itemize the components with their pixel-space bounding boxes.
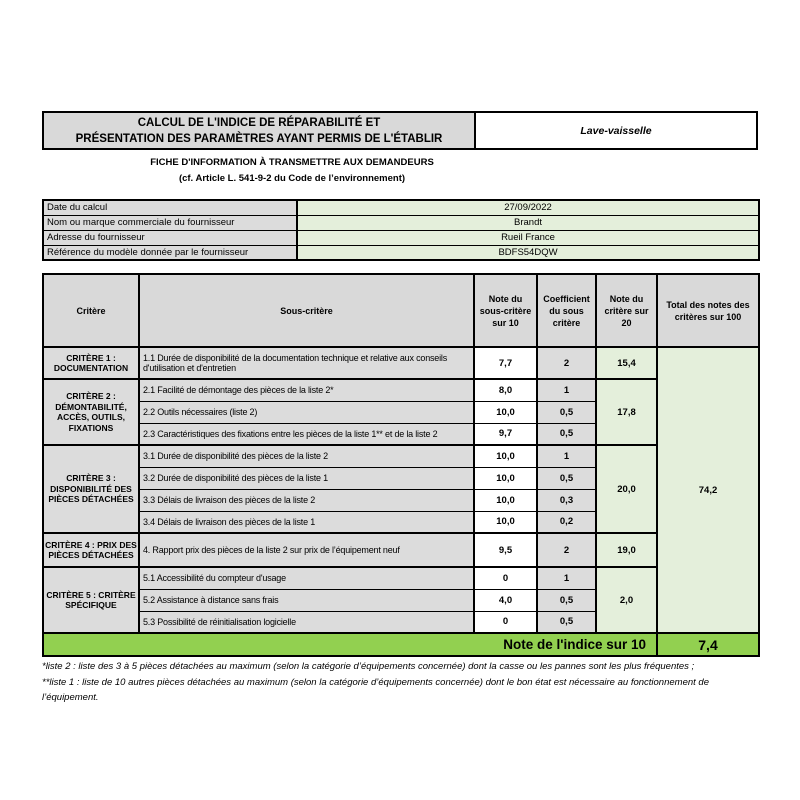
header-criterion: Critère [43,274,139,347]
header-note20: Note du critère sur 20 [596,274,657,347]
info-value: BDFS54DQW [297,245,759,260]
coefficient-cell: 0,5 [537,401,596,423]
criterion-score-cell: 2,0 [596,567,657,633]
info-label: Adresse du fournisseur [43,230,297,245]
criterion-score-cell: 17,8 [596,379,657,445]
note-cell: 10,0 [474,489,537,511]
criterion-score-cell: 15,4 [596,347,657,379]
info-value: Brandt [297,215,759,230]
note-cell: 0 [474,611,537,633]
criteria-row [43,445,759,467]
coefficient-cell: 1 [537,379,596,401]
info-value: Rueil France [297,230,759,245]
criterion-cell: CRITÈRE 5 : CRITÈRE SPÉCIFIQUE [43,567,139,633]
info-label: Date du calcul [43,200,297,215]
header-total100: Total des notes des critères sur 100 [657,274,759,347]
coefficient-cell: 0,3 [537,489,596,511]
subcriterion-cell: 1.1 Durée de disponibilité de la documentation technique et relative aux conseils d'utilisation et d'entretien [139,347,474,379]
criterion-score-cell: 20,0 [596,445,657,533]
info-row-date [43,200,759,215]
criteria-row [43,533,759,567]
subcriterion-cell: 3.4 Délais de livraison des pièces de la liste 1 [139,511,474,533]
coefficient-cell: 0,5 [537,423,596,445]
note-cell: 10,0 [474,511,537,533]
note-cell: 10,0 [474,467,537,489]
index-score-value: 7,4 [657,633,759,656]
subcriterion-cell: 3.3 Délais de livraison des pièces de la liste 2 [139,489,474,511]
title-line-1: CALCUL DE L'INDICE DE RÉPARABILITÉ ET [137,116,381,129]
footnote-liste1-cont: l’équipement. [42,692,99,703]
note-cell: 4,0 [474,589,537,611]
note-cell: 8,0 [474,379,537,401]
subcriterion-cell: 5.1 Accessibilité du compteur d'usage [139,567,474,589]
info-label: Nom ou marque commerciale du fournisseur [43,215,297,230]
note-cell: 9,7 [474,423,537,445]
index-score-row [43,633,759,656]
subcriterion-cell: 3.1 Durée de disponibilité des pièces de la liste 2 [139,445,474,467]
info-label: Référence du modèle donnée par le fournisseur [43,245,297,260]
criterion-cell: CRITÈRE 4 : PRIX DES PIÈCES DÉTACHÉES [43,533,139,567]
note-cell: 10,0 [474,445,537,467]
coefficient-cell: 0,5 [537,611,596,633]
info-row-address [43,230,759,245]
subcriterion-cell: 5.3 Possibilité de réinitialisation logicielle [139,611,474,633]
criteria-row [43,567,759,589]
info-row-model-ref [43,245,759,260]
criterion-cell: CRITÈRE 3 : DISPONIBILITÉ DES PIÈCES DÉTACHÉES [43,445,139,533]
header-subcriterion: Sous-critère [139,274,474,347]
criterion-cell: CRITÈRE 2 : DÉMONTABILITÉ, ACCÈS, OUTILS, FIXATIONS [43,379,139,445]
criteria-table [42,273,760,657]
supplier-info-table [42,199,760,261]
note-cell: 10,0 [474,401,537,423]
coefficient-cell: 2 [537,533,596,567]
subcriterion-cell: 2.3 Caractéristiques des fixations entre les pièces de la liste 1** et de la liste 2 [139,423,474,445]
criterion-score-cell: 19,0 [596,533,657,567]
subcriterion-cell: 4. Rapport prix des pièces de la liste 2 sur prix de l’équipement neuf [139,533,474,567]
note-cell: 9,5 [474,533,537,567]
document-subtitle [42,155,542,187]
title-line-2: PRÉSENTATION DES PARAMÈTRES AYANT PERMIS DE L'ÉTABLIR [75,132,443,145]
subcriterion-cell: 3.2 Durée de disponibilité des pièces de la liste 1 [139,467,474,489]
coefficient-cell: 1 [537,445,596,467]
coefficient-cell: 1 [537,567,596,589]
subtitle-line-1: FICHE D'INFORMATION À TRANSMETTRE AUX DEMANDEURS [150,157,434,168]
footnote-liste1: **liste 1 : liste de 10 autres pièces détachées au maximum (selon la catégorie d’équipements concernée) dont le bon état est nécessaire au fonctionnement de [42,676,709,688]
note-cell: 7,7 [474,347,537,379]
criteria-row [43,347,759,379]
subcriterion-cell: 5.2 Assistance à distance sans frais [139,589,474,611]
criteria-row [43,379,759,401]
footnotes [42,659,758,706]
criterion-cell: CRITÈRE 1 : DOCUMENTATION [43,347,139,379]
header-coefficient: Coefficient du sous critère [537,274,596,347]
footnote-liste2: *liste 2 : liste des 3 à 5 pièces détachées au maximum (selon la catégorie d’équipements concernée) dont la casse ou les pannes sont les plus fréquentes ; [42,661,695,672]
coefficient-cell: 2 [537,347,596,379]
subtitle-line-2: (cf. Article L. 541-9-2 du Code de l’environnement) [178,173,406,184]
subcriterion-cell: 2.2 Outils nécessaires (liste 2) [139,401,474,423]
subcriterion-cell: 2.1 Facilité de démontage des pièces de la liste 2* [139,379,474,401]
note-cell: 0 [474,567,537,589]
criteria-header-row [43,274,759,347]
info-value: 27/09/2022 [297,200,759,215]
product-category: Lave-vaisselle [476,113,756,148]
coefficient-cell: 0,5 [537,467,596,489]
document-title [44,113,476,148]
title-banner [42,111,758,150]
coefficient-cell: 0,2 [537,511,596,533]
header-note10: Note du sous-critère sur 10 [474,274,537,347]
coefficient-cell: 0,5 [537,589,596,611]
info-row-brand [43,215,759,230]
total-score-cell: 74,2 [657,347,759,633]
index-score-label: Note de l'indice sur 10 [43,633,657,656]
